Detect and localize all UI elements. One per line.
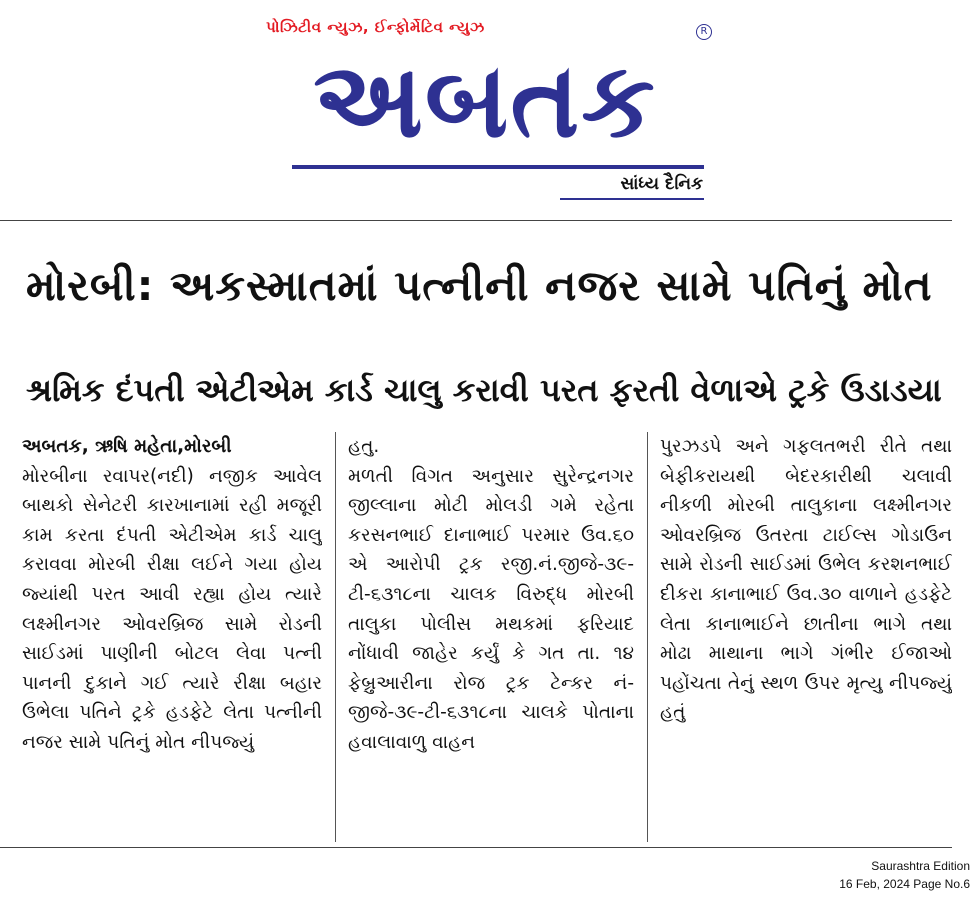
top-divider [0, 220, 952, 221]
article-paragraph-1: મોરબીના રવાપર(નદી) નજીક આવેલ બાથકો સેનેટરી કારખાનામાં રહી મજૂરી કામ કરતા દંપતી એટીએમ કાર્ડ ચાલુ કરાવવા મોરબી રીક્ષા લઈને ગયા હોય જ્યાંથી પરત આવી રહ્યા હોય ત્યારે લક્ષ્મીનગર ઓવરબ્રિજ સામે રોડની સાઈડમાં પાણીની બોટલ લેવા પત્ની પાનની દુકાને ગઈ ત્યારે રીક્ષા બહાર ઉભેલા પતિને ટ્રકે હડફેટે લેતા પત્નીની નજર સામે પતિનું મોત નીપજ્યું [22, 465, 322, 753]
masthead-tagline: પોઝિટીવ ન્યુઝ, ઈન્ફોર્મેટિવ ન્યુઝ [266, 18, 485, 36]
article-paragraph-continuation: હતુ. [348, 436, 380, 457]
article-column-3 [660, 432, 952, 845]
newspaper-logo: અબતક [313, 39, 657, 161]
column-divider [335, 432, 336, 842]
footer-date-page: 16 Feb, 2024 Page No.6 [839, 877, 970, 891]
article-paragraph-2: મળતી વિગત અનુસાર સુરેન્દ્રનગર જીલ્લાના મોટી મોલડી ગમે રહેતા કરસનભાઈ દાનાભાઈ પરમાર ઉવ.૬૦ એ આરોપી ટ્રક રજી.નં.જીજે-૩૯-ટી-૬૩૧૮ના ચાલક વિરુદ્ધ મોરબી તાલુકા પોલીસ મથકમાં ફરિયાદ નોંધાવી જાહેર કર્યું કે ગત તા. ૧૪ ફેબ્રુઆરીના રોજ ટ્રક ટેન્કર નં-જીજે-૩૯-ટી-૬૩૧૮ના ચાલકે પોતાના હવાલાવાળુ વાહન [348, 465, 634, 753]
column-divider [647, 432, 648, 842]
article-column-2 [348, 432, 634, 845]
article-subheadline: શ્રમિક દંપતી એટીએમ કાર્ડ ચાલુ કરાવી પરત ફરતી વેળાએ ટ્રકે ઉડાડયા [26, 371, 942, 409]
article-headline: મોરબી: અકસ્માતમાં પત્નીની નજર સામે પતિનું મોત [26, 261, 933, 310]
logo-underline [292, 165, 704, 169]
footer-edition: Saurashtra Edition [871, 859, 970, 873]
edition-tag: સાંધ્ય દૈનિક [620, 174, 703, 194]
article-body [22, 432, 952, 847]
page-footer [839, 857, 970, 893]
article-column-1 [22, 432, 322, 845]
registered-mark-icon: R [696, 24, 712, 40]
article-byline: અબતક, ઋષિ મહેતા,મોરબી [22, 436, 232, 457]
article-paragraph-3: પુરઝડપે અને ગફલતભરી રીતે તથા બેફીકરાયથી બેદરકારીથી ચલાવી નીકળી મોરબી તાલુકાના લક્ષ્મીનગર ઓવરબ્રિજ ઉતરતા ટાઈલ્સ ગોડાઉન સામે રોડની સાઈડમાં ઉભેલ કરશનભાઈ દીકરા કાનાભાઈ ઉવ.૩૦ વાળાને હડફેટે લેતા કાનાભાઈને છાતીના ભાગે તથા મોઢા માથાના ભાગે ગંભીર ઈજાઓ પહોંચતા તેનું સ્થળ ઉપર મૃત્યુ નીપજ્યું હતું [660, 436, 952, 724]
edition-underline [560, 198, 704, 200]
bottom-divider [0, 847, 952, 848]
